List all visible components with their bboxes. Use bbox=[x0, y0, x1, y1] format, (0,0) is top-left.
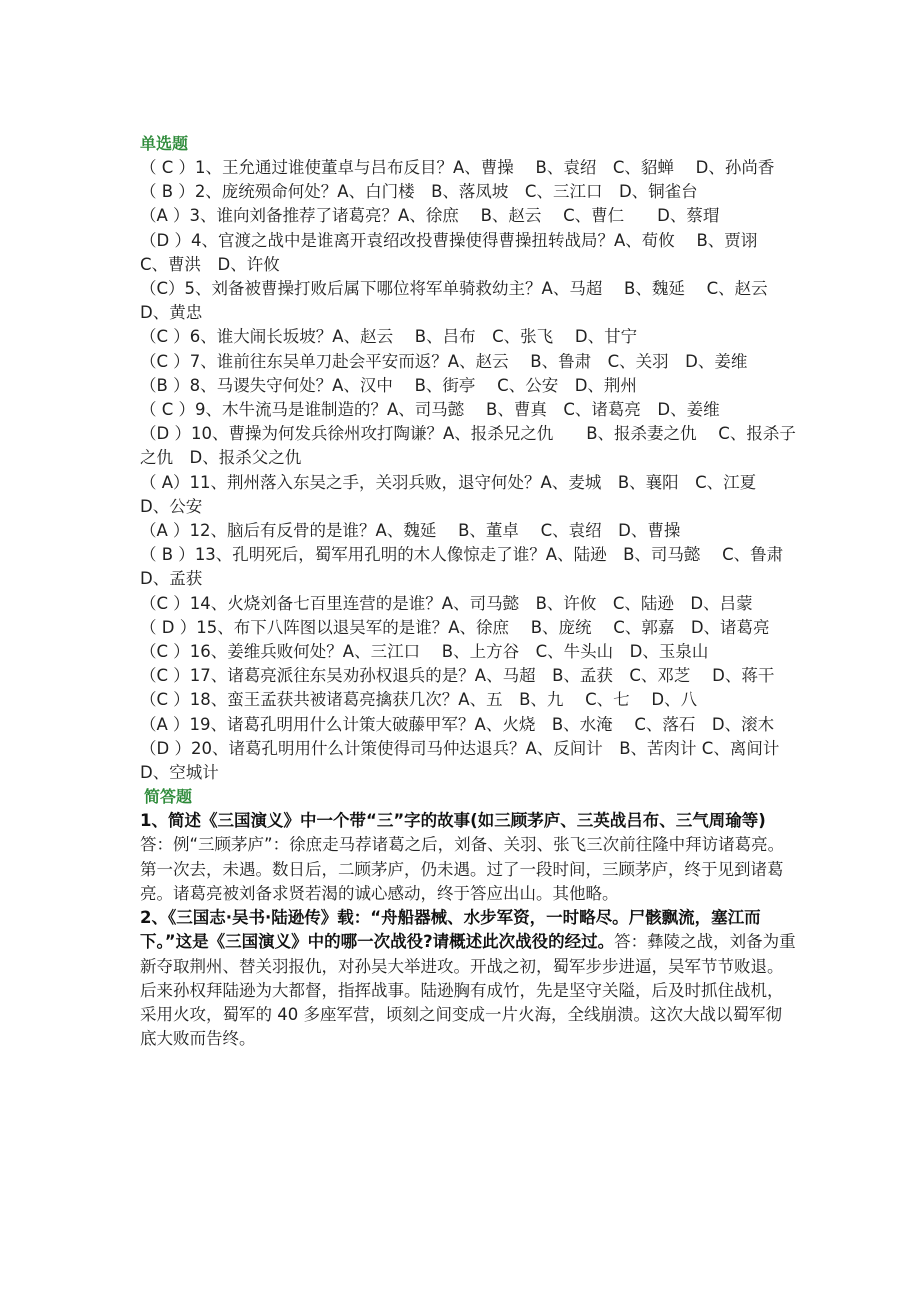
question-item bbox=[140, 204, 796, 228]
short-answer-list bbox=[140, 809, 796, 1051]
question-item bbox=[140, 422, 796, 470]
question-item bbox=[140, 592, 796, 616]
question-item bbox=[140, 640, 796, 664]
question-text: 10、曹操为何发兵徐州攻打陶谦？A、报杀兄之仇 B、报杀妻之仇 C、报杀子之仇 D、报杀父之仇 bbox=[140, 424, 796, 468]
short-answer-question: 2、《三国志·吴书·陆逊传》载：“舟船器械、水步军资，一时略尽。尸骸飘流，塞江而下。”这是《三国演义》中的哪一次战役?请概述此次战役的经过。 bbox=[140, 908, 761, 952]
question-text: 17、诸葛亮派往东吴劝孙权退兵的是？A、马超 B、孟获 C、邓芝 D、蒋干 bbox=[189, 666, 775, 686]
question-text: 16、姜维兵败何处？A、三江口 B、上方谷 C、牛头山 D、玉泉山 bbox=[189, 642, 709, 662]
question-answer: （ D ） bbox=[140, 617, 197, 637]
question-answer: （C ） bbox=[140, 327, 190, 347]
question-answer: （D ） bbox=[140, 738, 191, 758]
question-answer: （C ） bbox=[140, 666, 190, 686]
question-answer: （C） bbox=[140, 279, 185, 299]
question-answer: （A ） bbox=[140, 521, 190, 541]
question-answer: （ C ） bbox=[140, 158, 196, 177]
question-item bbox=[140, 664, 796, 688]
short-answer-question: 1、简述《三国演义》中一个带“三”字的故事(如三顾茅庐、三英战吕布、三气周瑜等) bbox=[140, 811, 766, 831]
question-text: 5、刘备被曹操打败后属下哪位将军单骑救幼主？A、马超 B、魏延 C、赵云 D、黄忠 bbox=[140, 279, 785, 323]
question-item bbox=[140, 616, 796, 640]
question-answer: （C ） bbox=[140, 351, 190, 371]
question-text: 15、布下八阵图以退吴军的是谁？A、徐庶 B、庞统 C、郭嘉 D、诸葛亮 bbox=[196, 617, 770, 637]
question-answer: （A ） bbox=[140, 714, 190, 734]
question-answer: （C ） bbox=[140, 593, 190, 613]
question-text: 20、诸葛孔明用什么计策使得司马仲达退兵？A、反间计 B、苦肉计 C、离间计 D、空城计 bbox=[140, 738, 796, 783]
question-text: 4、官渡之战中是谁离开袁绍改投曹操使得曹操扭转战局？A、荀攸 B、贾诩 C、曹洪 D、许攸 bbox=[140, 230, 774, 274]
question-text: 18、蛮王孟获共被诸葛亮擒获几次？A、五 B、九 C、七 D、八 bbox=[189, 690, 698, 710]
short-answer-answer: 答：例“三顾茅庐”：徐庶走马荐诸葛之后，刘备、关羽、张飞三次前往隆中拜访诸葛亮。第一次去，未遇。数日后，二顾茅庐，仍未遇。过了一段时间，三顾茅庐，终于见到诸葛亮。诸葛亮被刘备求贤若渴的诚心感动，终于答应出山。其他略。 bbox=[140, 835, 785, 903]
question-answer: （D ） bbox=[140, 230, 191, 250]
question-answer: （D ） bbox=[140, 424, 191, 444]
question-item bbox=[140, 543, 800, 591]
question-item bbox=[140, 519, 796, 543]
question-item bbox=[140, 713, 796, 737]
question-answer: （ A） bbox=[140, 472, 190, 492]
question-answer: （ B ） bbox=[140, 182, 195, 202]
question-item bbox=[140, 737, 796, 785]
question-text: 19、诸葛孔明用什么计策大破藤甲军？A、火烧 B、水淹 C、落石 D、滚木 bbox=[189, 714, 775, 734]
question-text: 12、脑后有反骨的是谁？A、魏延 B、董卓 C、袁绍 D、曹操 bbox=[189, 521, 681, 541]
question-item bbox=[140, 374, 796, 398]
question-text: 2、庞统殒命何处？A、白门楼 B、落凤坡 C、三江口 D、铜雀台 bbox=[194, 182, 698, 202]
question-answer: （C ） bbox=[140, 690, 190, 710]
question-text: 14、火烧刘备七百里连营的是谁？A、司马懿 B、许攸 C、陆逊 D、吕蒙 bbox=[189, 593, 753, 613]
single-choice-list bbox=[140, 156, 800, 785]
question-text: 3、谁向刘备推荐了诸葛亮？A、徐庶 B、赵云 C、曹仁 D、蔡瑁 bbox=[189, 206, 720, 226]
question-text: 7、谁前往东吴单刀赴会平安而返？A、赵云 B、鲁肃 C、关羽 D、姜维 bbox=[189, 351, 748, 371]
question-text: 13、孔明死后，蜀军用孔明的木人像惊走了谁？A、陆逊 B、司马懿 C、鲁肃 D、孟获 bbox=[140, 545, 800, 589]
short-answer-heading: 简答题 bbox=[144, 787, 193, 807]
question-answer: （ C ） bbox=[140, 400, 196, 420]
question-item bbox=[140, 471, 796, 519]
question-item bbox=[140, 688, 796, 712]
question-text: 9、木牛流马是谁制造的？A、司马懿 B、曹真 C、诸葛亮 D、姜维 bbox=[195, 400, 720, 420]
question-item bbox=[140, 277, 796, 325]
question-answer: （ B ） bbox=[140, 545, 195, 565]
question-text: 11、荆州落入东吴之手，关羽兵败，退守何处？A、麦城 B、襄阳 C、江夏 D、公安 bbox=[140, 472, 773, 516]
question-item bbox=[140, 156, 796, 180]
question-answer: （B ） bbox=[140, 375, 190, 395]
question-text: 8、马谡失守何处？A、汉中 B、街亭 C、公安 D、荆州 bbox=[189, 375, 637, 395]
short-answer-item bbox=[140, 906, 796, 1051]
question-item bbox=[140, 350, 796, 374]
question-item bbox=[140, 325, 796, 349]
question-answer: （A ） bbox=[140, 206, 190, 226]
single-choice-heading: 单选题 bbox=[140, 134, 189, 153]
question-item bbox=[140, 398, 796, 422]
question-text: 1、王允通过谁使董卓与吕布反目？A、曹操 B、袁绍 C、貂蝉 D、孙尚香 bbox=[195, 158, 775, 177]
question-item bbox=[140, 229, 796, 277]
question-item bbox=[140, 180, 796, 204]
short-answer-item bbox=[140, 809, 796, 906]
document-page bbox=[140, 132, 800, 1051]
question-text: 6、谁大闹长坂坡？A、赵云 B、吕布 C、张飞 D、甘宁 bbox=[189, 327, 638, 347]
short-answer-answer: 答：彝陵之战，刘备为重新夺取荆州、替关羽报仇，对孙吴大举进攻。开战之初，蜀军步步进逼，吴军节节败退。后来孙权拜陆逊为大都督，指挥战事。陆逊胸有成竹，先是坚守关隘，后及时抓住战机，采用火攻，蜀军的 40 多座军营，顷刻之间变成一片火海，全线崩溃。这次大战以蜀军彻底大败而告终。 bbox=[140, 932, 796, 1049]
question-answer: （C ） bbox=[140, 642, 190, 662]
